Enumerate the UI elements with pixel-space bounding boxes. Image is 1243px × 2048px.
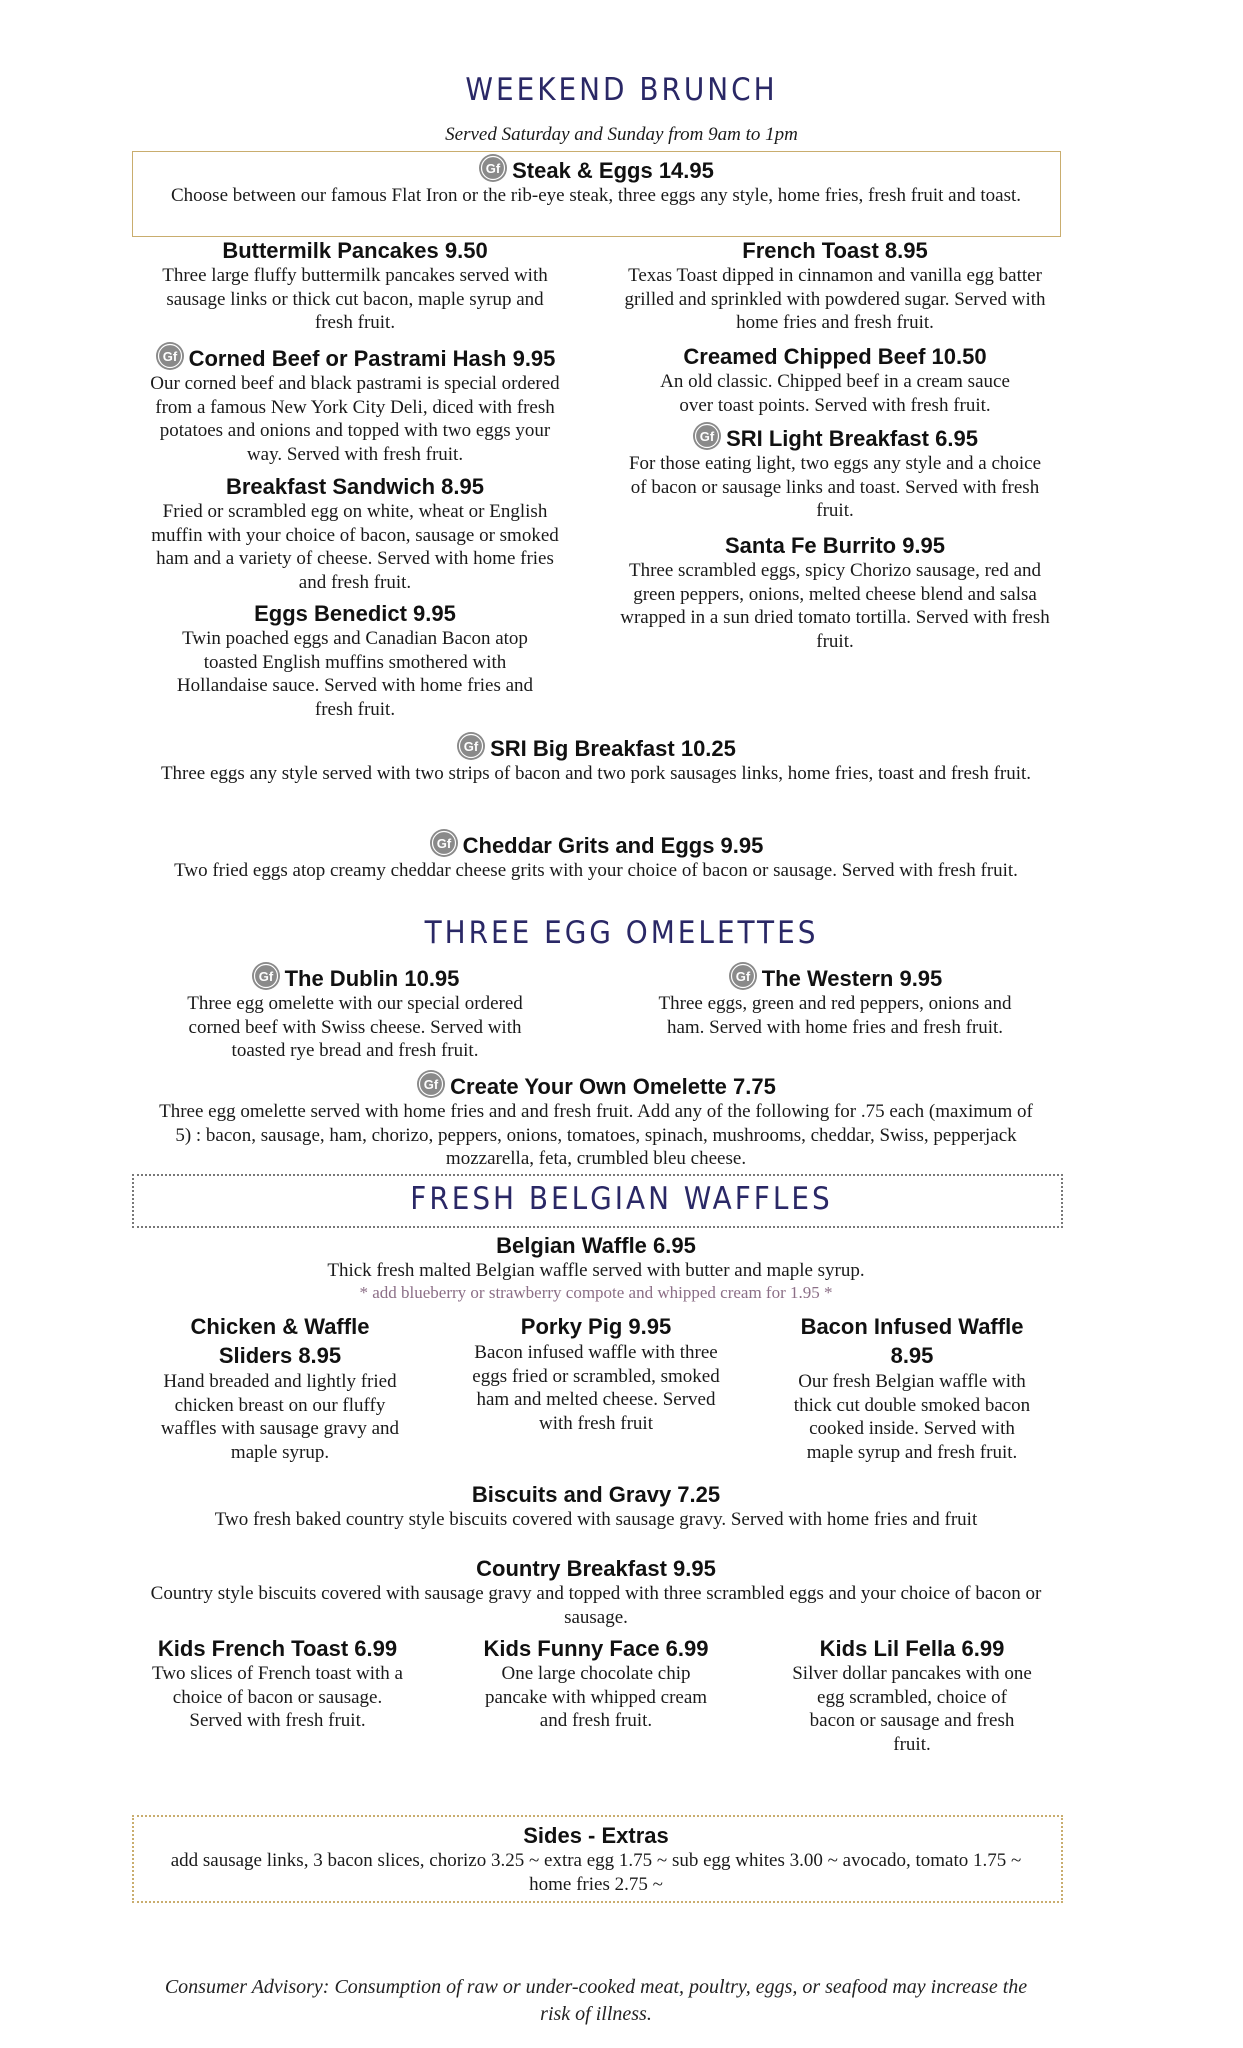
item-title-line2: Sliders 8.95 xyxy=(218,1343,342,1368)
item-description: Three eggs, green and red peppers, onions and ham. Served with home fries and fresh fruit. xyxy=(658,993,1012,1038)
gluten-free-icon xyxy=(478,153,508,183)
menu-item-porky-pig xyxy=(455,1312,737,1435)
item-title-line1: Bacon Infused Waffle xyxy=(800,1314,1024,1339)
item-description: For those eating light, two eggs any style and a choice of bacon or sausage links and toast. Served with fresh fruit. xyxy=(628,453,1042,521)
svg-text:Gf: Gf xyxy=(162,349,177,364)
item-description: Three scrambled eggs, spicy Chorizo sausage, red and green peppers, onions, melted cheese blend and salsa wrapped in a sun dried tomato tortilla. Served with fresh fruit. xyxy=(620,560,1050,652)
item-title: SRI Big Breakfast 10.25 xyxy=(490,736,736,761)
item-description: Our corned beef and black pastrami is special ordered from a famous New York City Deli, diced with fresh potatoes and onions and topped with two eggs your way. Served with fresh fruit. xyxy=(150,373,560,465)
menu-item-sri-light xyxy=(620,421,1050,523)
svg-text:Gf: Gf xyxy=(258,969,273,984)
item-description: Three eggs any style served with two strips of bacon and two pork sausages links, home fries, toast and fresh fruit. xyxy=(160,763,1032,784)
menu-item-country-breakfast xyxy=(150,1555,1042,1629)
menu-item-cheddar-grits xyxy=(150,828,1042,883)
item-description: Thick fresh malted Belgian waffle served with butter and maple syrup. xyxy=(327,1260,865,1281)
item-description: Three large fluffy buttermilk pancakes served with sausage links or thick cut bacon, maple syrup and fresh fruit. xyxy=(162,265,548,333)
item-title: Kids Lil Fella 6.99 xyxy=(819,1636,1005,1661)
menu-item-belgian-waffle xyxy=(150,1232,1042,1303)
gluten-free-icon xyxy=(416,1069,446,1099)
item-description: Hand breaded and lightly fried chicken breast on our fluffy waffles with sausage gravy and maple syrup. xyxy=(160,1371,400,1463)
item-description: Two fried eggs atop creamy cheddar cheese grits with your choice of bacon or sausage. Served with fresh fruit. xyxy=(174,860,1018,881)
menu-item-kids-funny-face xyxy=(456,1635,736,1733)
menu-item-bacon-infused-waffle xyxy=(772,1312,1052,1464)
item-title: Buttermilk Pancakes 9.50 xyxy=(222,238,488,263)
item-title: Sides - Extras xyxy=(523,1823,669,1848)
menu-item-eggs-benedict xyxy=(140,600,570,721)
gluten-free-icon xyxy=(456,731,486,761)
menu-item-creamed-chipped-beef xyxy=(620,343,1050,417)
menu-item-buttermilk-pancakes xyxy=(140,237,570,335)
item-title: Santa Fe Burrito 9.95 xyxy=(724,533,946,558)
menu-item-steak-eggs xyxy=(140,153,1052,208)
gluten-free-icon xyxy=(429,828,459,858)
item-description: add sausage links, 3 bacon slices, chorizo 3.25 ~ extra egg 1.75 ~ sub egg whites 3.00 ~ avocado, tomato 1.75 ~ home fries 2.75 ~ xyxy=(170,1850,1022,1895)
item-title-line1: Chicken & Waffle xyxy=(190,1314,370,1339)
item-title: Cheddar Grits and Eggs 9.95 xyxy=(462,833,764,858)
menu-item-kids-french-toast xyxy=(140,1635,415,1733)
item-description: Bacon infused waffle with three eggs fried or scrambled, smoked ham and melted cheese. Served with fresh fruit xyxy=(472,1342,720,1434)
item-description: Three egg omelette with our special ordered corned beef with Swiss cheese. Served with toasted rye bread and fresh fruit. xyxy=(187,993,523,1061)
item-title: Creamed Chipped Beef 10.50 xyxy=(683,344,987,369)
menu-item-french-toast xyxy=(620,237,1050,335)
item-description: Three egg omelette served with home fries and and fresh fruit. Add any of the following for .75 each (maximum of 5) : bacon, sausage, ham, chorizo, peppers, onions, tomatoes, spinach, mushrooms, cheddar, Swiss, pepperjack mozzarella, feta, crumbled bleu cheese. xyxy=(159,1101,1033,1169)
item-title: Kids Funny Face 6.99 xyxy=(483,1636,709,1661)
item-title: Corned Beef or Pastrami Hash 9.95 xyxy=(188,346,556,371)
item-description: Our fresh Belgian waffle with thick cut double smoked bacon cooked inside. Served with maple syrup and fresh fruit. xyxy=(793,1371,1031,1463)
item-description: Country style biscuits covered with sausage gravy and topped with three scrambled eggs and your choice of bacon or sausage. xyxy=(150,1583,1042,1628)
menu-item-corned-beef-hash xyxy=(128,341,582,466)
item-note: * add blueberry or strawberry compote and whipped cream for 1.95 * xyxy=(359,1282,833,1302)
item-title: Steak & Eggs 14.95 xyxy=(512,158,714,183)
gluten-free-icon xyxy=(155,341,185,371)
menu-item-breakfast-sandwich xyxy=(140,473,570,594)
menu-item-sri-big-breakfast xyxy=(150,731,1042,786)
item-description: An old classic. Chipped beef in a cream sauce over toast points. Served with fresh fruit. xyxy=(660,371,1010,416)
svg-text:Gf: Gf xyxy=(423,1077,439,1092)
gluten-free-icon xyxy=(692,421,722,451)
svg-text:Gf: Gf xyxy=(699,429,715,444)
svg-text:Gf: Gf xyxy=(735,969,750,984)
item-title: French Toast 8.95 xyxy=(742,238,928,263)
svg-text:Gf: Gf xyxy=(436,836,451,851)
menu-item-the-dublin xyxy=(140,961,570,1063)
menu-item-create-your-own xyxy=(150,1069,1042,1171)
section-title-waffles: FRESH BELGIAN WAFFLES xyxy=(410,1181,833,1217)
item-title: The Western 9.95 xyxy=(761,966,943,991)
item-title: Kids French Toast 6.99 xyxy=(157,1636,398,1661)
gluten-free-icon xyxy=(728,961,758,991)
item-title: Biscuits and Gravy 7.25 xyxy=(471,1482,721,1507)
item-description: One large chocolate chip pancake with whipped cream and fresh fruit. xyxy=(484,1663,708,1731)
menu-item-santa-fe-burrito xyxy=(620,532,1050,653)
item-title: Porky Pig 9.95 xyxy=(520,1314,672,1339)
item-title: Create Your Own Omelette 7.75 xyxy=(450,1074,776,1099)
menu-item-kids-lil-fella xyxy=(772,1635,1052,1756)
gluten-free-icon xyxy=(251,961,281,991)
consumer-advisory: Consumer Advisory: Consumption of raw or under-cooked meat, poultry, eggs, or seafood may increase the risk of illness. xyxy=(164,1976,1028,2025)
item-description: Silver dollar pancakes with one egg scrambled, choice of bacon or sausage and fresh fruit. xyxy=(792,1663,1032,1755)
item-title: Eggs Benedict 9.95 xyxy=(254,601,456,626)
item-title: Breakfast Sandwich 8.95 xyxy=(225,474,484,499)
item-title: The Dublin 10.95 xyxy=(284,966,460,991)
svg-text:Gf: Gf xyxy=(485,161,501,176)
item-description: Two slices of French toast with a choice of bacon or sausage. Served with fresh fruit. xyxy=(152,1663,403,1731)
item-title: Belgian Waffle 6.95 xyxy=(496,1233,696,1258)
section-title-omelettes: THREE EGG OMELETTES xyxy=(424,915,819,951)
page-subtitle: Served Saturday and Sunday from 9am to 1pm xyxy=(445,124,798,145)
menu-item-the-western xyxy=(620,961,1050,1039)
item-title-line2: 8.95 xyxy=(890,1343,934,1368)
item-description: Twin poached eggs and Canadian Bacon atop toasted English muffins smothered with Hollandaise sauce. Served with home fries and fresh fruit. xyxy=(176,628,534,720)
menu-item-sides-extras xyxy=(150,1822,1042,1896)
item-description: Choose between our famous Flat Iron or the rib-eye steak, three eggs any style, home fries, fresh fruit and toast. xyxy=(171,185,1021,206)
page-title: WEEKEND BRUNCH xyxy=(465,72,778,108)
menu-item-chicken-waffle-sliders xyxy=(140,1312,420,1464)
item-title: SRI Light Breakfast 6.95 xyxy=(726,426,978,451)
item-description: Fried or scrambled egg on white, wheat or English muffin with your choice of bacon, sausage or smoked ham and a variety of cheese. Served with home fries and fresh fruit. xyxy=(151,501,559,593)
item-title: Country Breakfast 9.95 xyxy=(476,1556,716,1581)
menu-item-biscuits-gravy xyxy=(150,1481,1042,1532)
item-description: Two fresh baked country style biscuits covered with sausage gravy. Served with home fries and fruit xyxy=(214,1509,978,1530)
item-description: Texas Toast dipped in cinnamon and vanilla egg batter grilled and sprinkled with powdered sugar. Served with home fries and fresh fruit. xyxy=(624,265,1046,333)
svg-text:Gf: Gf xyxy=(463,739,479,754)
